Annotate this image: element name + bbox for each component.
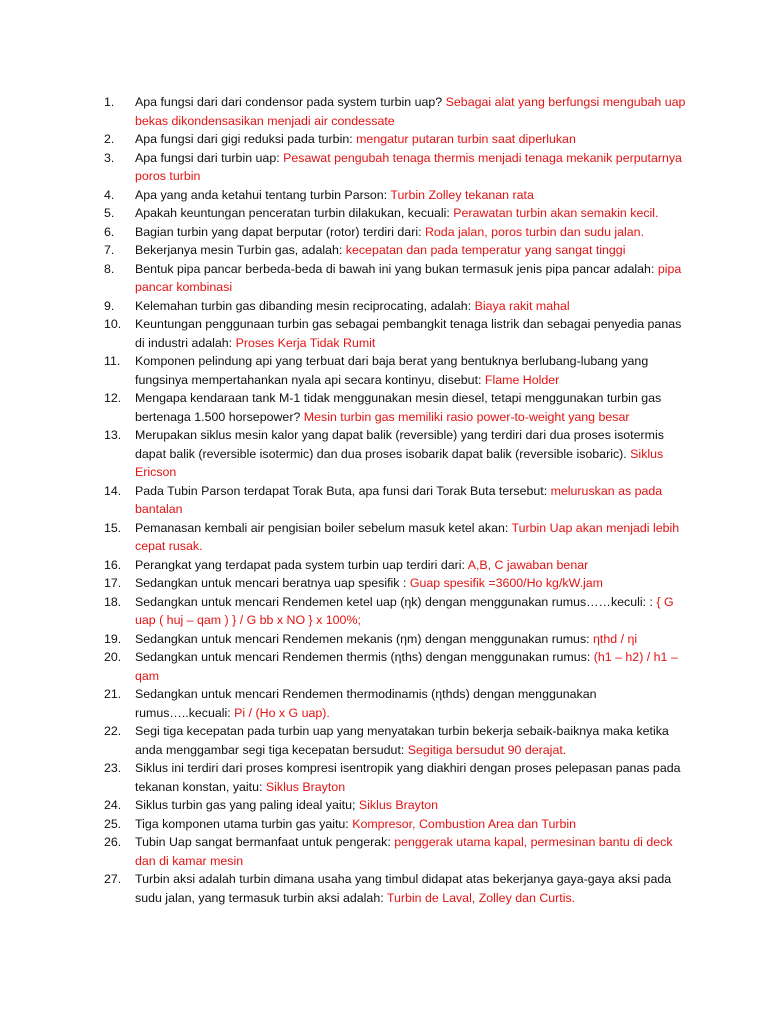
question-text: Sedangkan untuk mencari Rendemen mekanis (ηm) dengan menggunakan rumus: bbox=[135, 631, 594, 646]
item-number: 17. bbox=[104, 576, 122, 590]
answer-text: Siklus Brayton bbox=[358, 798, 439, 812]
list-item bbox=[104, 426, 694, 482]
item-number: 7. bbox=[104, 243, 115, 257]
list-item bbox=[104, 315, 694, 352]
item-number: 2. bbox=[104, 132, 115, 146]
item-number: 20. bbox=[104, 650, 122, 664]
question-text: Komponen pelindung api yang terbuat dari baja berat yang bentuknya berlubang-lubang yang fungsinya mempertahankan nyala api secara kontinyu, disebut: bbox=[135, 354, 649, 387]
list-item bbox=[104, 815, 694, 834]
item-number: 8. bbox=[104, 261, 115, 276]
list-item bbox=[104, 593, 694, 630]
item-number: 27. bbox=[104, 872, 122, 886]
question-text: Tiga komponen utama turbin gas yaitu: bbox=[135, 816, 353, 831]
question-text: Mengapa kendaraan tank M-1 tidak menggunakan mesin diesel, tetapi menggunakan turbin gas bertenaga 1.500 horsepower? bbox=[135, 391, 662, 424]
item-number: 26. bbox=[104, 835, 122, 849]
item-number: 22. bbox=[104, 724, 122, 738]
item-number: 14. bbox=[104, 483, 122, 498]
question-text: Perangkat yang terdapat pada system turbin uap terdiri dari: bbox=[135, 557, 468, 572]
question-text: Apa fungsi dari turbin uap: bbox=[135, 150, 284, 165]
item-number: 25. bbox=[104, 816, 122, 831]
list-item bbox=[104, 204, 694, 223]
answer-text: kecepatan dan pada temperatur yang sangat tinggi bbox=[345, 243, 626, 257]
answer-text: Turbin Zolley tekanan rata bbox=[390, 187, 534, 202]
question-text: Kelemahan turbin gas dibanding mesin reciprocating, adalah: bbox=[135, 298, 475, 313]
list-item bbox=[104, 223, 694, 242]
list-item bbox=[104, 648, 694, 685]
answer-text: Mesin turbin gas memiliki rasio power-to-weight yang besar bbox=[303, 409, 630, 424]
answer-text: Siklus Brayton bbox=[265, 779, 346, 794]
answer-text: Turbin de Laval, Zolley dan Curtis. bbox=[386, 890, 576, 905]
item-number: 15. bbox=[104, 520, 122, 535]
question-text: Merupakan siklus mesin kalor yang dapat balik (reversible) yang terdiri dari dua proses isotermis dapat balik (reversible isotermic) dan dua proses isobarik dapat balik (reversible isobaric). bbox=[135, 428, 664, 461]
item-number: 10. bbox=[104, 317, 122, 331]
list-item bbox=[104, 519, 694, 556]
answer-text: Turbin Uap akan menjadi lebih cepat rusak. bbox=[135, 520, 680, 553]
list-item bbox=[104, 297, 694, 316]
item-number: 11. bbox=[104, 354, 121, 368]
answer-text: Flame Holder bbox=[484, 372, 560, 387]
answer-text: Biaya rakit mahal bbox=[474, 298, 570, 313]
item-number: 24. bbox=[104, 798, 122, 812]
list-item bbox=[104, 630, 694, 649]
question-text: Bekerjanya mesin Turbin gas, adalah: bbox=[135, 243, 346, 257]
question-text: Sedangkan untuk mencari Rendemen thermis (ηths) dengan menggunakan rumus: bbox=[135, 650, 594, 664]
list-item bbox=[104, 186, 694, 205]
list-item bbox=[104, 796, 694, 815]
question-text: Apakah keuntungan penceratan turbin dilakukan, kecuali: bbox=[135, 206, 454, 220]
item-number: 12. bbox=[104, 391, 122, 405]
item-number: 3. bbox=[104, 150, 115, 165]
list-item bbox=[104, 260, 694, 297]
answer-text: Pi / (Ho x G uap). bbox=[234, 705, 330, 720]
item-number: 23. bbox=[104, 761, 122, 775]
answer-text: (h1 – h2) / h1 – qam bbox=[135, 650, 678, 683]
question-text: Sedangkan untuk mencari Rendemen thermodinamis (ηthds) dengan menggunakan rumus…..kecuali: bbox=[135, 687, 597, 720]
item-number: 21. bbox=[104, 687, 122, 701]
list-item bbox=[104, 870, 694, 907]
answer-text: Siklus Ericson bbox=[135, 446, 664, 479]
item-number: 18. bbox=[104, 594, 122, 609]
list-item bbox=[104, 759, 694, 796]
question-text: Tubin Uap sangat bermanfaat untuk pengerak: bbox=[135, 835, 395, 849]
list-item bbox=[104, 241, 694, 260]
list-item bbox=[104, 149, 694, 186]
question-text: Sedangkan untuk mencari Rendemen ketel uap (ηk) dengan menggunakan rumus……keculi: : bbox=[135, 594, 657, 609]
item-number: 16. bbox=[104, 557, 122, 572]
list-item bbox=[104, 556, 694, 575]
answer-text: ηthd / ηi bbox=[593, 631, 638, 646]
question-text: Bagian turbin yang dapat berputar (rotor) terdiri dari: bbox=[135, 224, 425, 239]
question-text: Apa yang anda ketahui tentang turbin Parson: bbox=[135, 187, 391, 202]
question-text: Apa fungsi dari dari condensor pada system turbin uap? bbox=[135, 95, 446, 109]
answer-text: Sebagai alat yang berfungsi mengubah uap bekas dikondensasikan menjadi air condessate bbox=[135, 95, 686, 128]
list-item bbox=[104, 685, 694, 722]
answer-text: Segitiga bersudut 90 derajat. bbox=[407, 742, 567, 757]
question-text: Bentuk pipa pancar berbeda-beda di bawah ini yang bukan termasuk jenis pipa pancar adalah: bbox=[135, 261, 658, 276]
question-list bbox=[104, 93, 694, 907]
answer-text: pipa pancar kombinasi bbox=[135, 261, 682, 294]
question-text: Sedangkan untuk mencari beratnya uap spesifik : bbox=[135, 576, 410, 590]
answer-text: Perawatan turbin akan semakin kecil. bbox=[453, 206, 659, 220]
question-text: Segi tiga kecepatan pada turbin uap yang menyatakan turbin bekerja sebaik-baiknya maka ketika anda menggambar segi tiga kecepatan bersudut: bbox=[135, 724, 669, 757]
item-number: 1. bbox=[104, 95, 115, 109]
question-text: Siklus ini terdiri dari proses kompresi isentropik yang diakhiri dengan proses pelepasan panas pada tekanan konstan, yaitu: bbox=[135, 761, 681, 794]
question-text: Keuntungan penggunaan turbin gas sebagai pembangkit tenaga listrik dan sebagai penyedia panas di industri adalah: bbox=[135, 317, 682, 350]
answer-text: Roda jalan, poros turbin dan sudu jalan. bbox=[424, 224, 645, 239]
item-number: 5. bbox=[104, 206, 115, 220]
list-item bbox=[104, 352, 694, 389]
answer-text: mengatur putaran turbin saat diperlukan bbox=[356, 132, 576, 146]
list-item bbox=[104, 389, 694, 426]
question-text: Turbin aksi adalah turbin dimana usaha yang timbul didapat atas bekerjanya gaya-gaya aksi pada sudu jalan, yang termasuk turbin aksi adalah: bbox=[135, 872, 672, 905]
item-number: 4. bbox=[104, 187, 115, 202]
question-text: Siklus turbin gas yang paling ideal yaitu; bbox=[135, 798, 359, 812]
answer-text: penggerak utama kapal, permesinan bantu di deck dan di kamar mesin bbox=[135, 835, 673, 868]
answer-text: Proses Kerja Tidak Rumit bbox=[235, 335, 376, 350]
list-item bbox=[104, 93, 694, 130]
list-item bbox=[104, 130, 694, 149]
list-item bbox=[104, 833, 694, 870]
item-number: 19. bbox=[104, 631, 122, 646]
item-number: 9. bbox=[104, 298, 115, 313]
list-item bbox=[104, 482, 694, 519]
question-text: Pada Tubin Parson terdapat Torak Buta, apa funsi dari Torak Buta tersebut: bbox=[135, 483, 551, 498]
answer-text: Pesawat pengubah tenaga thermis menjadi tenaga mekanik perputarnya poros turbin bbox=[135, 150, 682, 183]
answer-text: Kompresor, Combustion Area dan Turbin bbox=[352, 816, 577, 831]
answer-text: { G uap ( huj – qam ) } / G bb x NO } x 100%; bbox=[135, 594, 674, 627]
answer-text: meluruskan as pada bantalan bbox=[135, 483, 663, 516]
list-item bbox=[104, 722, 694, 759]
item-number: 13. bbox=[104, 428, 122, 442]
item-number: 6. bbox=[104, 224, 115, 239]
answer-text: Guap spesifik =3600/Ho kg/kW.jam bbox=[409, 576, 604, 590]
answer-text: A,B, C jawaban benar bbox=[467, 557, 589, 572]
question-text: Apa fungsi dari gigi reduksi pada turbin: bbox=[135, 132, 357, 146]
list-item bbox=[104, 574, 694, 593]
question-text: Pemanasan kembali air pengisian boiler sebelum masuk ketel akan: bbox=[135, 520, 512, 535]
